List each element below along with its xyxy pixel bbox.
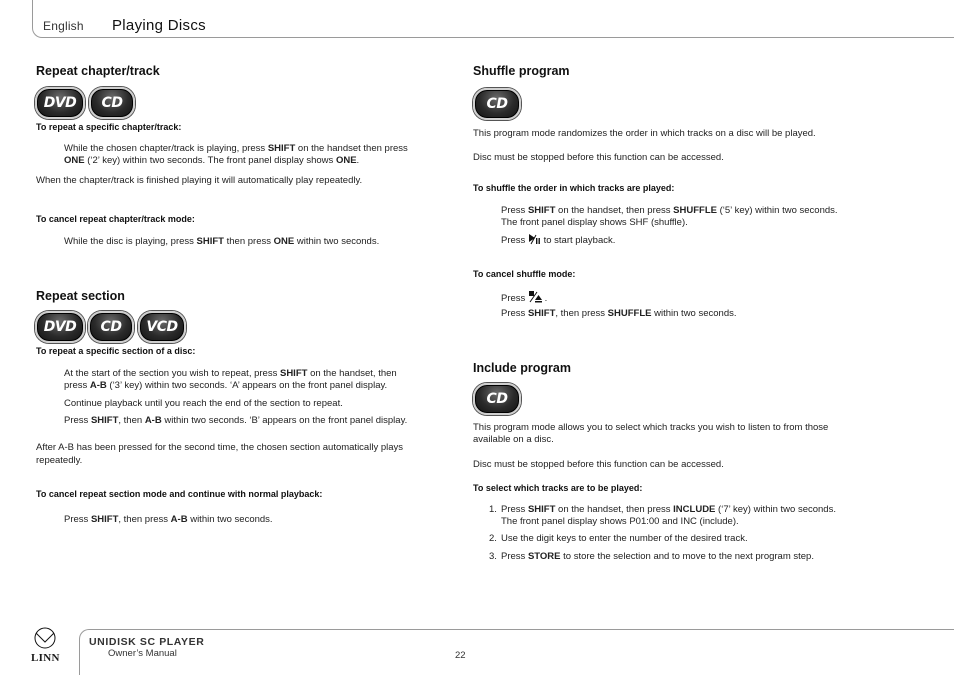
subheading-shuffle: To shuffle the order in which tracks are played: <box>473 183 675 193</box>
play-pause-icon <box>528 233 541 245</box>
instruction-line: Press SHIFT, then A-B within two seconds. ‘B’ appears on the front panel display. <box>64 415 408 426</box>
note-text: repeatedly. <box>36 455 83 466</box>
instruction-line: Press SHIFT on the handset, then press SHUFFLE (‘5’ key) within two seconds. <box>501 205 838 216</box>
footer-product-name: UNIDISK SC PLAYER <box>89 636 205 648</box>
instruction-line: While the disc is playing, press SHIFT then press ONE within two seconds. <box>64 236 380 247</box>
instruction-prefix: Press <box>501 235 526 246</box>
cd-badge-icon: CD <box>473 88 521 120</box>
description-text: This program mode randomizes the order in which tracks on a disc will be played. <box>473 128 816 139</box>
bold-key-name: SHUFFLE <box>607 308 652 319</box>
instruction-line <box>501 290 547 306</box>
bold-key-name: SHIFT <box>279 368 308 379</box>
subheading-repeat-chapter: To repeat a specific chapter/track: <box>36 122 182 132</box>
footer-manual-label: Owner’s Manual <box>108 648 177 659</box>
section-heading-repeat-section: Repeat section <box>36 289 125 303</box>
bold-key-name: SHIFT <box>90 415 119 426</box>
bold-key-name: SHIFT <box>527 205 556 216</box>
subheading-repeat-section: To repeat a specific section of a disc: <box>36 346 196 356</box>
bold-key-name: SHIFT <box>267 143 296 154</box>
subheading-cancel-chapter: To cancel repeat chapter/track mode: <box>36 214 195 224</box>
bold-key-name: SHIFT <box>90 514 119 525</box>
instruction-line: While the chosen chapter/track is playing, press SHIFT on the handset then press <box>64 143 408 154</box>
instruction-prefix: Press <box>501 293 526 304</box>
bold-key-name: SHIFT <box>196 236 224 247</box>
header-language: English <box>43 19 84 33</box>
cd-badge-icon: CD <box>88 311 134 343</box>
dvd-badge-icon: DVD <box>35 87 85 119</box>
bold-key-name: ONE <box>64 155 85 166</box>
list-item-number: 3. <box>489 551 497 562</box>
footer-frame <box>79 629 954 675</box>
stop-eject-icon <box>528 290 542 303</box>
dvd-badge-icon: DVD <box>35 311 85 343</box>
bold-key-name: SHIFT <box>527 504 556 515</box>
bold-key-name: SHIFT <box>527 308 556 319</box>
instruction-line: press A-B (‘3’ key) within two seconds. ‘A’ appears on the front panel display. <box>64 380 388 391</box>
bold-key-name: SHUFFLE <box>673 205 717 216</box>
instruction-line: Press SHIFT, then press SHUFFLE within two seconds. <box>501 308 737 319</box>
bold-key-name: A-B <box>144 415 162 426</box>
subheading-cancel-shuffle: To cancel shuffle mode: <box>473 269 576 279</box>
note-text: Disc must be stopped before this function can be accessed. <box>473 152 724 163</box>
instruction-suffix: to start playback. <box>543 235 616 246</box>
bold-key-name: A-B <box>89 380 107 391</box>
instruction-line <box>501 233 615 248</box>
bold-key-name: ONE <box>273 236 295 247</box>
subheading-include: To select which tracks are to be played: <box>473 483 643 493</box>
note-text: When the chapter/track is finished playing it will automatically play repeatedly. <box>36 175 363 186</box>
note-text: After A-B has been pressed for the second time, the chosen section automatically plays <box>36 442 404 453</box>
bold-key-name: STORE <box>527 551 561 562</box>
linn-logo-text: LINN <box>31 652 60 664</box>
list-item-number: 1. <box>489 504 497 515</box>
bold-key-name: A-B <box>170 514 188 525</box>
cd-badge-icon: CD <box>473 383 521 415</box>
vcd-badge-icon: VCD <box>138 311 186 343</box>
section-heading-repeat-chapter: Repeat chapter/track <box>36 64 160 78</box>
list-item-number: 2. <box>489 533 497 544</box>
section-heading-include: Include program <box>473 361 571 375</box>
note-text: Disc must be stopped before this function can be accessed. <box>473 459 724 470</box>
bold-key-name: ONE <box>335 155 357 166</box>
description-text: available on a disc. <box>473 434 554 445</box>
instruction-line: Press SHIFT, then press A-B within two seconds. <box>64 514 273 525</box>
list-item: The front panel display shows P01:00 and INC (include). <box>501 516 739 527</box>
list-item: Press SHIFT on the handset, then press INCLUDE (‘7’ key) within two seconds. <box>501 504 836 515</box>
page-title: Playing Discs <box>112 17 206 34</box>
cd-badge-icon: CD <box>89 87 135 119</box>
bold-key-name: INCLUDE <box>673 504 716 515</box>
page-number: 22 <box>455 650 466 661</box>
subheading-cancel-section: To cancel repeat section mode and continue with normal playback: <box>36 489 323 499</box>
instruction-line: Continue playback until you reach the end of the section to repeat. <box>64 398 343 409</box>
section-heading-shuffle: Shuffle program <box>473 64 570 78</box>
instruction-line: ONE (‘2’ key) within two seconds. The front panel display shows ONE. <box>64 155 360 166</box>
list-item: Use the digit keys to enter the number of the desired track. <box>501 533 748 544</box>
list-item: Press STORE to store the selection and to move to the next program step. <box>501 551 814 562</box>
instruction-suffix: . <box>544 293 548 304</box>
instruction-line: The front panel display shows SHF (shuffle). <box>501 217 688 228</box>
instruction-line: At the start of the section you wish to repeat, press SHIFT on the handset, then <box>64 368 397 379</box>
description-text: This program mode allows you to select which tracks you wish to listen to from those <box>473 422 829 433</box>
